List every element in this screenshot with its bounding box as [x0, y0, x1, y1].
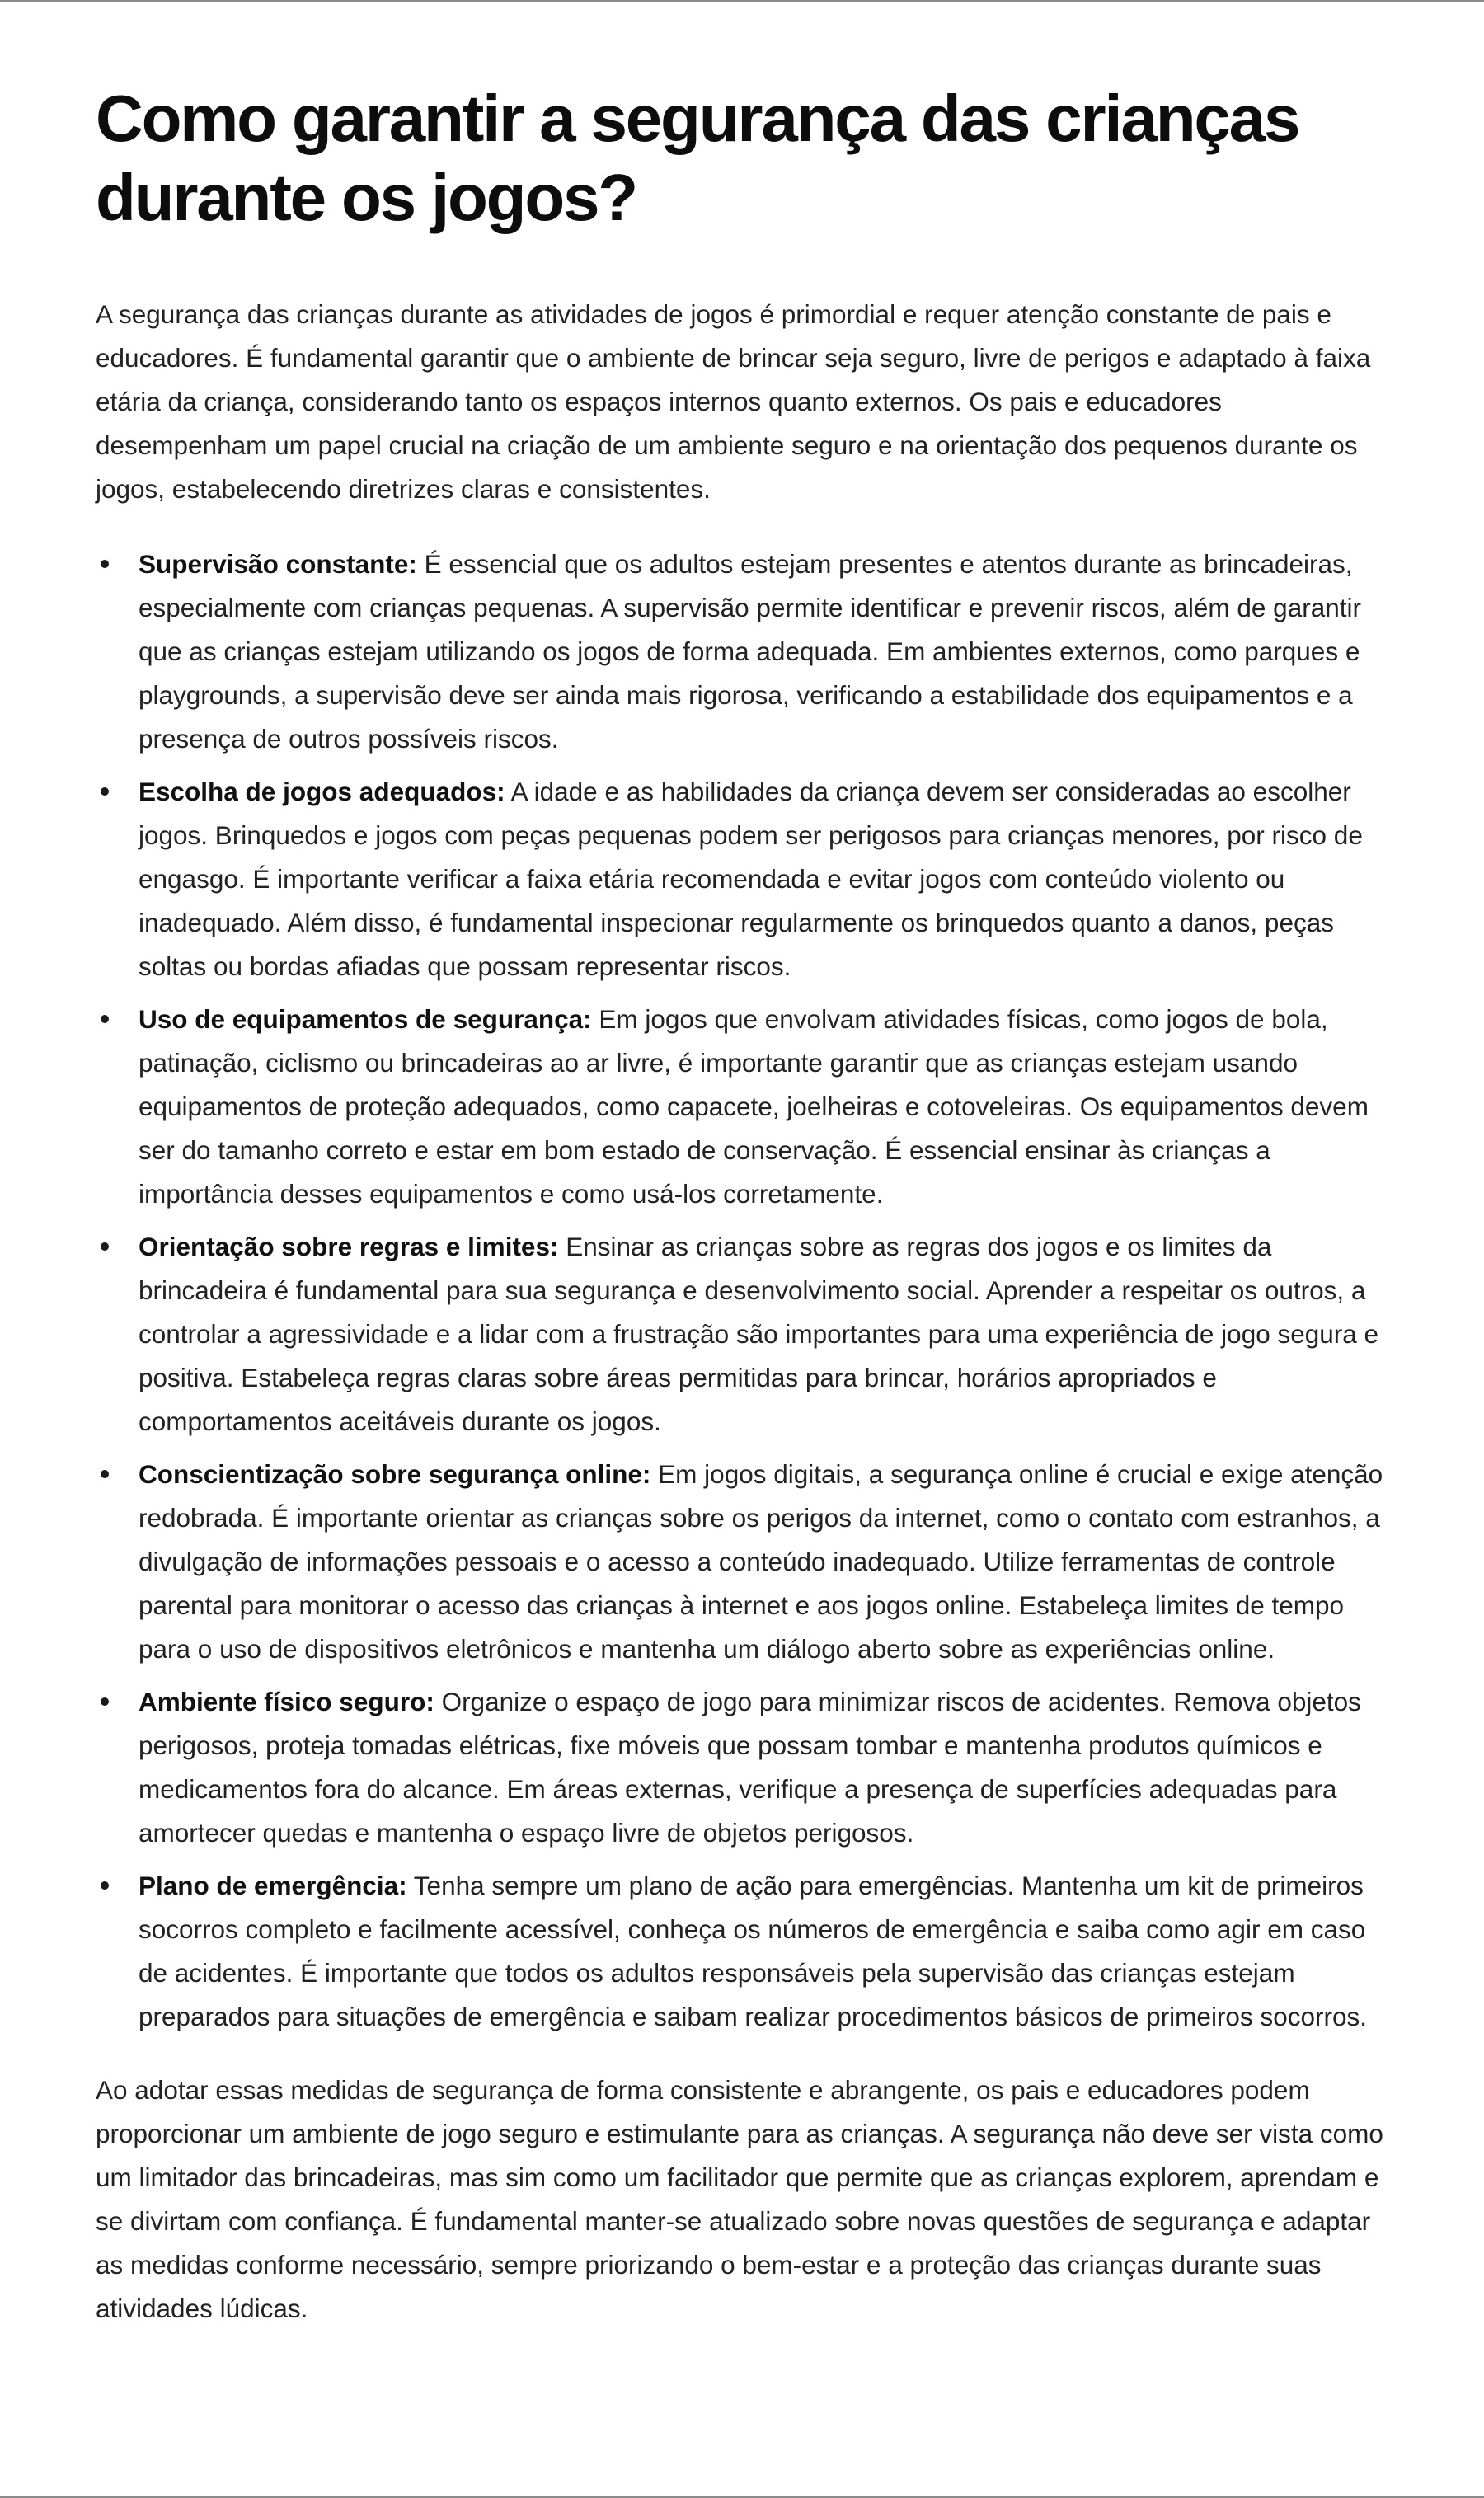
safety-tips-list — [96, 542, 1390, 2039]
list-item-label: Ambiente físico seguro: — [139, 1687, 434, 1716]
bullet-icon — [101, 787, 109, 796]
list-item-text: Em jogos digitais, a segurança online é crucial e exige atenção redobrada. É importante orientar as crianças sobre os perigos da internet, como o contato com estranhos, a divulgação de informações pessoais e o acesso a conteúdo inadequado. Utilize ferramentas de controle parental para monitorar o acesso das crianças à internet e aos jogos online. Estabeleça limites de tempo para o uso de dispositivos eletrônicos e mantenha um diálogo aberto sobre as experiências online. — [139, 1459, 1383, 1664]
list-item-text: Em jogos que envolvam atividades físicas, como jogos de bola, patinação, ciclismo ou brincadeiras ao ar livre, é importante garantir que as crianças estejam usando equipamentos de proteção adequados, como capacete, joelheiras e cotoveleiras. Os equipamentos devem ser do tamanho correto e estar em bom estado de conservação. É essencial ensinar às crianças a importância desses equipamentos e como usá-los corretamente. — [139, 1004, 1369, 1209]
list-item-text: Organize o espaço de jogo para minimizar riscos de acidentes. Remova objetos perigosos, proteja tomadas elétricas, fixe móveis que possam tombar e mantenha produtos químicos e medicamentos fora do alcance. Em áreas externas, verifique a presença de superfícies adequadas para amortecer quedas e mantenha o espaço livre de objetos perigosos. — [139, 1687, 1361, 1848]
list-item-text: A idade e as habilidades da criança devem ser consideradas ao escolher jogos. Brinquedos e jogos com peças pequenas podem ser perigosos para crianças menores, por risco de engasgo. É importante verificar a faixa etária recomendada e evitar jogos com conteúdo violento ou inadequado. Além disso, é fundamental inspecionar regularmente os brinquedos quanto a danos, peças soltas ou bordas afiadas que possam representar riscos. — [139, 777, 1363, 981]
list-item-label: Plano de emergência: — [139, 1871, 407, 1900]
conclusion-paragraph: Ao adotar essas medidas de segurança de forma consistente e abrangente, os pais e educadores podem proporcionar um ambiente de jogo seguro e estimulante para as crianças. A segurança não deve ser vista como um limitador das brincadeiras, mas sim como um facilitador que permite que as crianças explorem, aprendam e se divirtam com confiança. É fundamental manter-se atualizado sobre novas questões de segurança e adaptar as medidas conforme necessário, sempre priorizando o bem-estar e a proteção das crianças durante suas atividades lúdicas. — [96, 2075, 1383, 2323]
list-item-text: Tenha sempre um plano de ação para emergências. Mantenha um kit de primeiros socorros completo e facilmente acessível, conheça os números de emergência e saiba como agir em caso de acidentes. É importante que todos os adultos responsáveis pela supervisão das crianças estejam preparados para situações de emergência e saibam realizar procedimentos básicos de primeiros socorros. — [139, 1871, 1367, 2031]
list-item — [96, 1225, 1390, 1444]
bullet-icon — [101, 1015, 109, 1023]
page-title: Como garantir a segurança das crianças durante os jogos? — [96, 82, 1299, 234]
list-item — [96, 1453, 1390, 1671]
list-item-label: Escolha de jogos adequados: — [139, 777, 505, 806]
bullet-icon — [101, 1697, 109, 1706]
list-item — [96, 998, 1390, 1216]
list-item-label: Supervisão constante: — [139, 549, 417, 579]
bullet-icon — [101, 560, 109, 568]
list-item — [96, 770, 1390, 988]
bullet-icon — [101, 1242, 109, 1251]
list-item-text: Ensinar as crianças sobre as regras dos jogos e os limites da brincadeira é fundamental para sua segurança e desenvolvimento social. Aprender a respeitar os outros, a controlar a agressividade e a lidar com a frustração são importantes para uma experiência de jogo segura e positiva. Estabeleça regras claras sobre áreas permitidas para brincar, horários apropriados e comportamentos aceitáveis durante os jogos. — [139, 1232, 1379, 1436]
bullet-icon — [101, 1881, 109, 1890]
list-item-label: Uso de equipamentos de segurança: — [139, 1004, 592, 1034]
article — [96, 79, 1390, 2331]
list-item — [96, 1680, 1390, 1855]
intro-paragraph: A segurança das crianças durante as atividades de jogos é primordial e requer atenção constante de pais e educadores. É fundamental garantir que o ambiente de brincar seja seguro, livre de perigos e adaptado à faixa etária da criança, considerando tanto os espaços internos quanto externos. Os pais e educadores desempenham um papel crucial na criação de um ambiente seguro e na orientação dos pequenos durante os jogos, estabelecendo diretrizes claras e consistentes. — [96, 299, 1371, 504]
list-item — [96, 1864, 1390, 2039]
list-item-label: Conscientização sobre segurança online: — [139, 1459, 651, 1489]
list-item — [96, 542, 1390, 761]
list-item-label: Orientação sobre regras e limites: — [139, 1232, 559, 1261]
bullet-icon — [101, 1470, 109, 1478]
list-item-text: É essencial que os adultos estejam presentes e atentos durante as brincadeiras, especialmente com crianças pequenas. A supervisão permite identificar e prevenir riscos, além de garantir que as crianças estejam utilizando os jogos de forma adequada. Em ambientes externos, como parques e playgrounds, a supervisão deve ser ainda mais rigorosa, verificando a estabilidade dos equipamentos e a presença de outros possíveis riscos. — [139, 549, 1361, 754]
